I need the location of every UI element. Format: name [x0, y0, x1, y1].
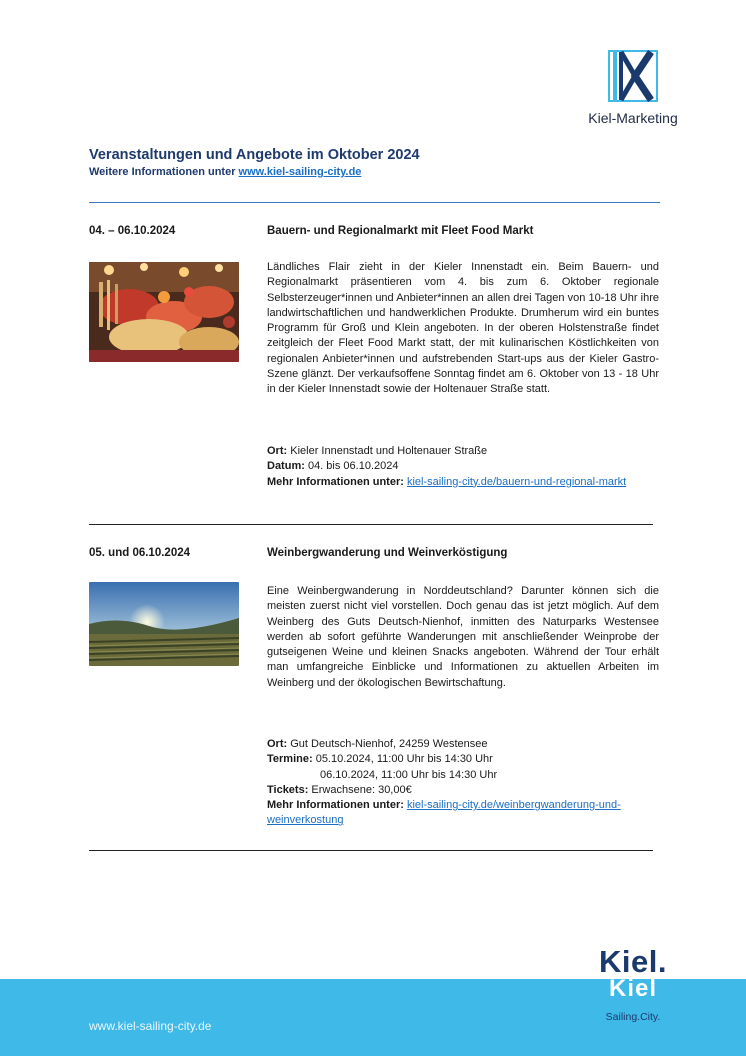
website-link[interactable]: www.kiel-sailing-city.de	[238, 166, 362, 178]
brand-name: Kiel-Marketing	[588, 110, 678, 126]
section-separator	[89, 850, 653, 851]
subtitle-prefix: Weitere Informationen unter	[89, 166, 239, 178]
event-title: Weinbergwanderung und Weinverköstigung	[267, 547, 508, 559]
logo-tagline: Sailing.City.	[605, 1011, 661, 1023]
footer-url[interactable]: www.kiel-sailing-city.de	[89, 1019, 212, 1033]
event-description: Eine Weinbergwanderung in Norddeutschland? Darunter können sich die meisten zuerst nicht viel vorstellen. Doch genau das ist jetzt möglich. Auf dem Weinberg des Guts Deutsch-Nienhof, inmitten des Naturparks Westensee werden ab sofort geführte Wanderungen mit anschließender Weinprobe der gutseigenen Weine und kleinen Snacks angeboten. Während der Tour erhält man umfangreiche Einblicke und Informationen zu aktuellen Arbeiten im Weinberg und der ökologischen Bewirtschaftung.	[267, 585, 659, 689]
logo-word-mirror: Kiel	[608, 975, 657, 1002]
event-more-info: Mehr Informationen unter: kiel-sailing-city.de/weinbergwanderung-und-weinverkostung	[267, 799, 621, 827]
header-divider	[89, 202, 660, 203]
kiel-sailing-city-logo	[590, 946, 676, 1023]
event-dates: Datum: 04. bis 06.10.2024	[267, 460, 399, 473]
market-photo	[89, 262, 239, 362]
event-date: 05. und 06.10.2024	[89, 547, 191, 559]
event-location: Ort: Kieler Innenstadt und Holtenauer Straße	[267, 445, 488, 457]
section-separator	[89, 524, 653, 525]
event-date-second: 06.10.2024, 11:00 Uhr bis 14:30 Uhr	[320, 768, 498, 781]
event-description: Ländliches Flair zieht in der Kieler Innenstadt ein. Beim Bauern- und Regionalmarkt präsentieren vom 4. bis zum 6. Oktober regionale Selbsterzeuger*innen und Anbieter*innen an allen drei Tagen von 10-18 Uhr ihre landwirtschaftlichen und handwerklichen Produkte. Drumherum wird ein buntes Programm für Groß und Klein angeboten. In der oberen Holstenstraße findet zeitgleich der Fleet Food Markt statt, der mit kulinarischen Köstlichkeiten von regionalen Anbieter*innen und aufstrebenden Start-ups aus der Kieler Gastro-Szene glänzt. Der verkaufsoffene Sonntag findet am 6. Oktober von 13 - 18 Uhr in der Kieler Innenstadt sowie der Holtenauer Straße statt.	[267, 261, 659, 396]
kiel-marketing-k-icon	[606, 48, 660, 104]
event-dates: Termine: 05.10.2024, 11:00 Uhr bis 14:30 Uhr	[267, 753, 493, 766]
more-info-link[interactable]: kiel-sailing-city.de/bauern-und-regional-markt	[406, 475, 627, 488]
event-date: 04. – 06.10.2024	[89, 225, 176, 237]
more-info-link[interactable]: kiel-sailing-city.de/weinbergwanderung-und-weinverkostung	[267, 799, 621, 827]
event-location: Ort: Gut Deutsch-Nienhof, 24259 Westensee	[267, 738, 488, 750]
event-tickets: Tickets: Erwachsene: 30,00€	[267, 783, 412, 796]
kiel-marketing-logo	[588, 48, 678, 126]
event-details	[267, 737, 659, 829]
page-subtitle	[89, 166, 361, 178]
event-details	[267, 444, 659, 490]
vineyard-photo	[89, 582, 239, 666]
event-title: Bauern- und Regionalmarkt mit Fleet Food Markt	[267, 225, 534, 237]
logo-word: Kiel.	[599, 944, 667, 979]
event-more-info: Mehr Informationen unter: kiel-sailing-city.de/bauern-und-regional-markt	[267, 475, 627, 488]
page-title: Veranstaltungen und Angebote im Oktober 2024	[89, 147, 420, 163]
